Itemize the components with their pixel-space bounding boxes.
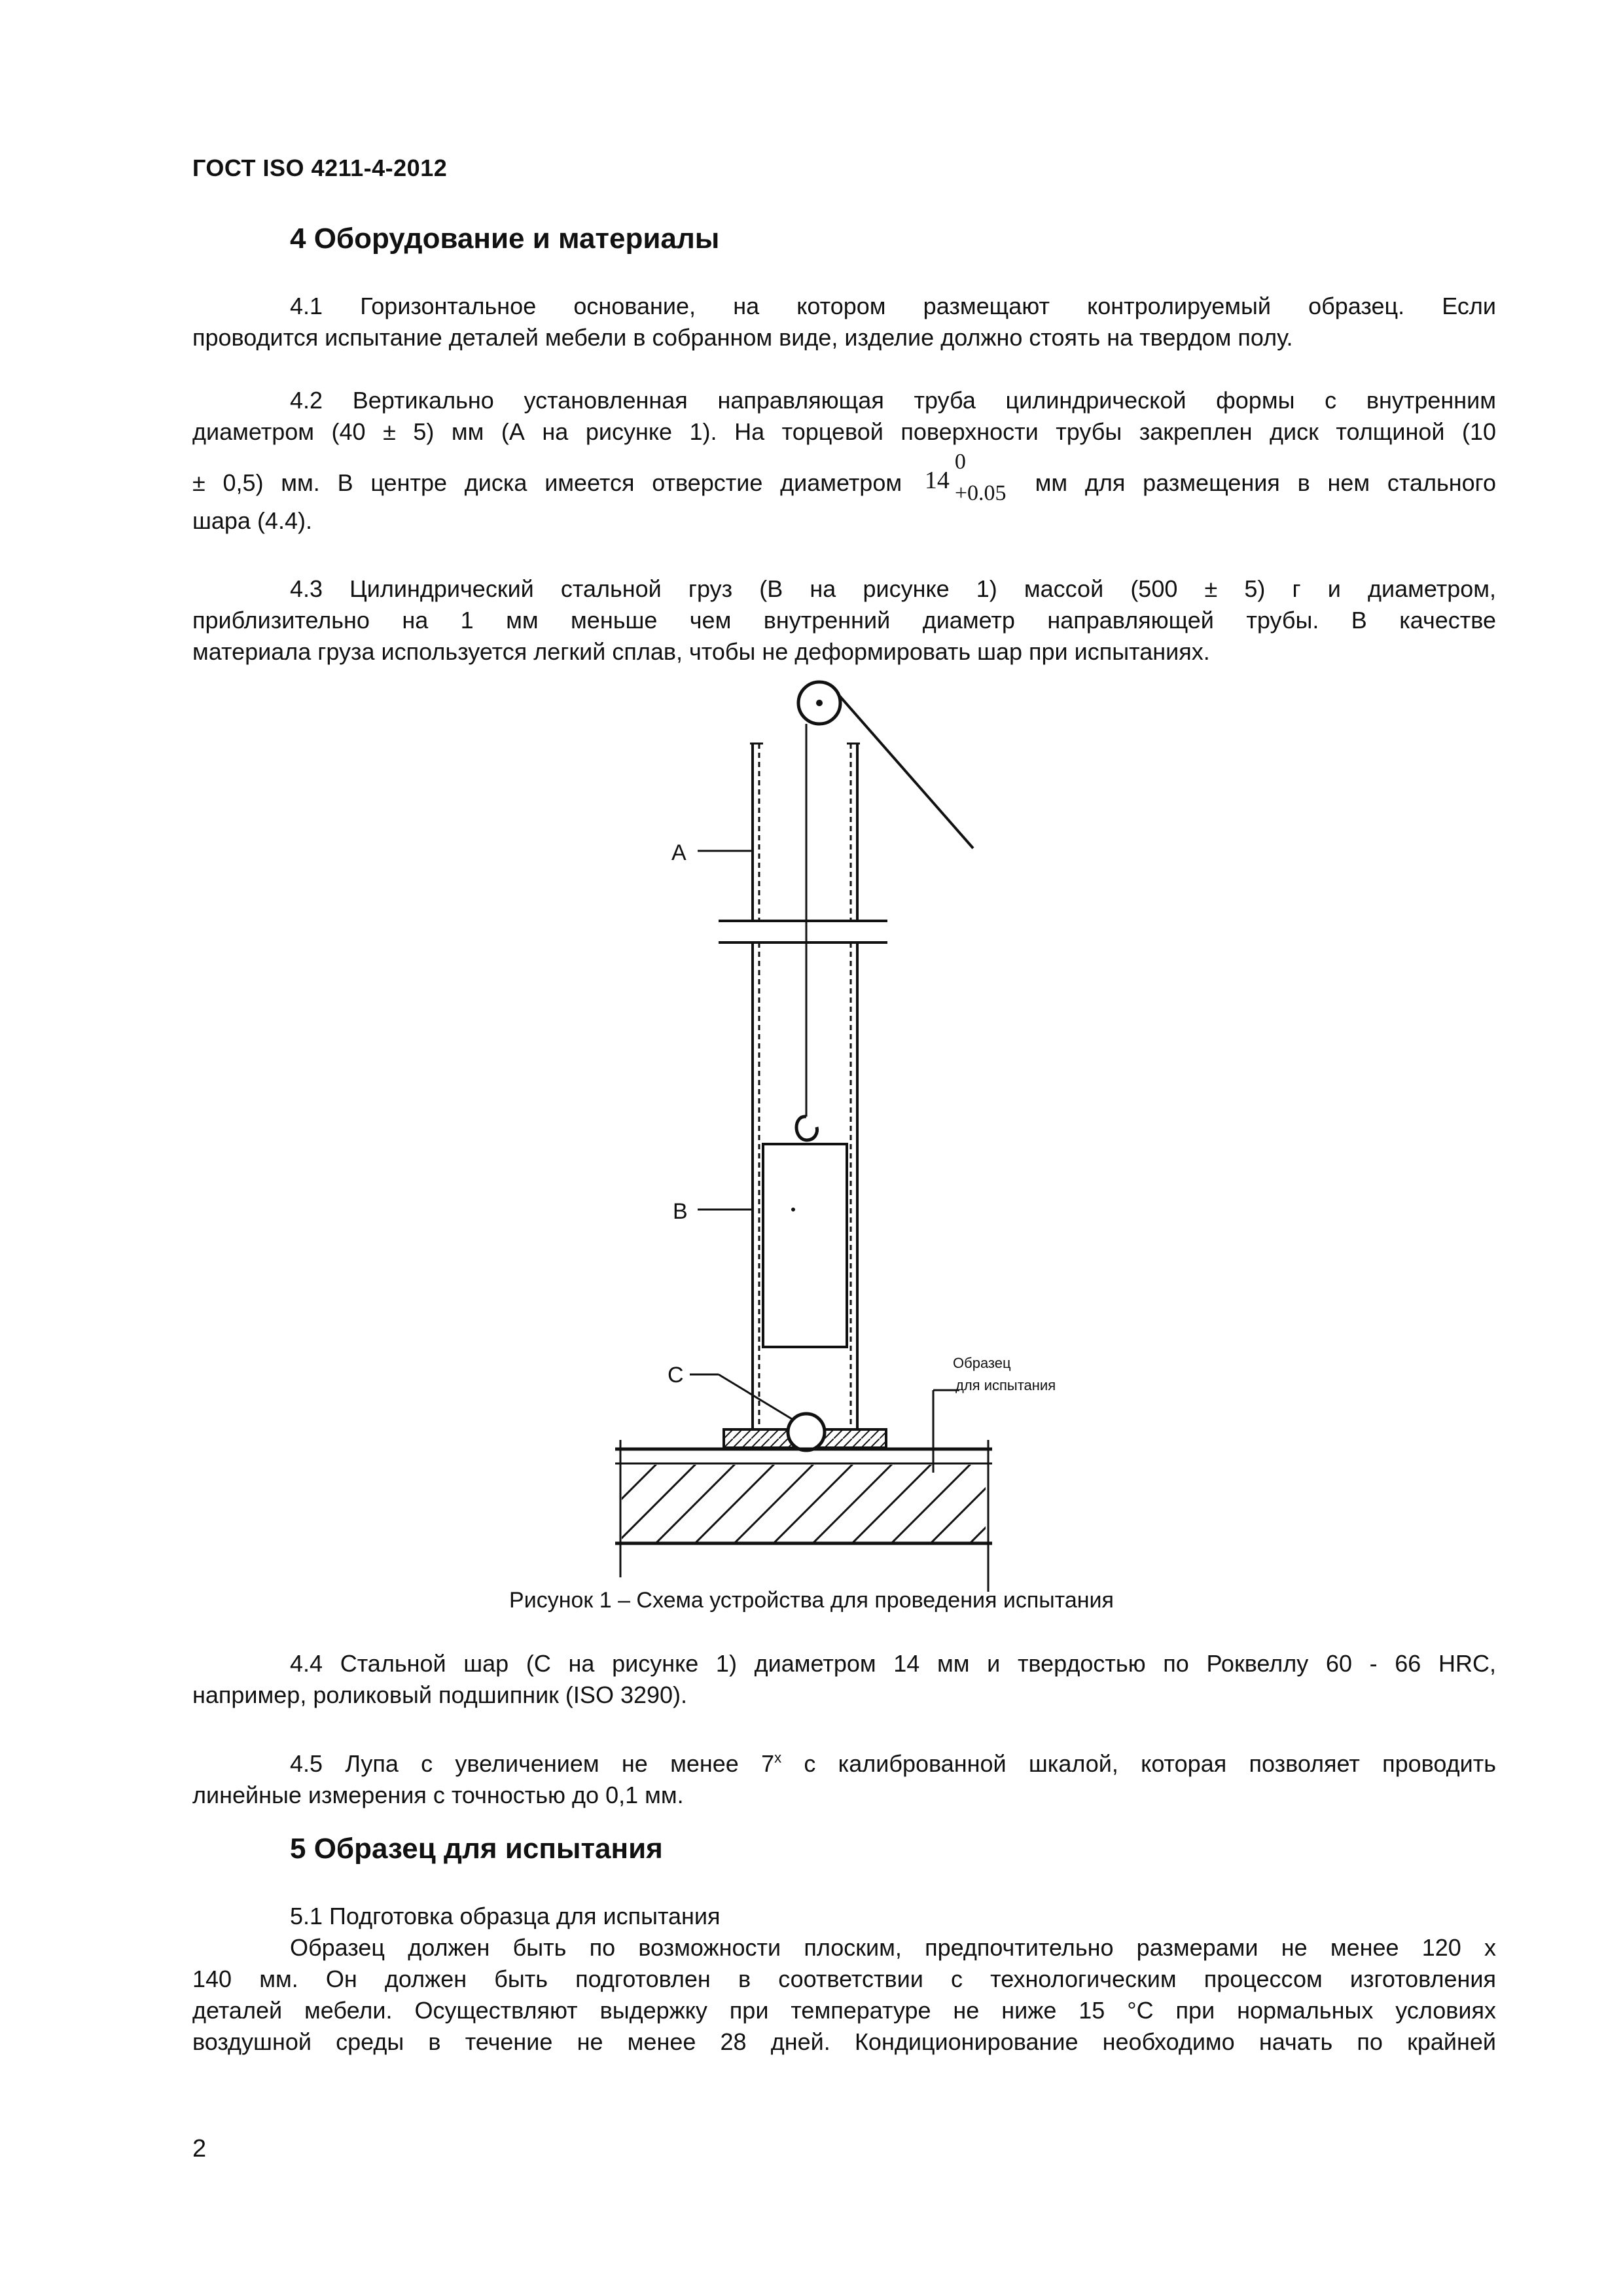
disk-plate [724,1429,886,1448]
section-4-title: 4 Оборудование и материалы [290,223,720,255]
pulley-cord [838,694,973,848]
tolerance-upper: 0 [954,450,966,474]
paragraph-4-5-line-1 [192,1742,1496,1780]
paragraph-4-3 [192,573,1496,668]
paragraph-4-5 [192,1742,1496,1811]
sample-label-line-1: Образец [953,1355,1011,1371]
document-header: ГОСТ ISO 4211-4-2012 [192,154,448,181]
pulley [798,682,973,848]
label-c: C [668,1363,684,1388]
paragraph-4-2 [192,385,1496,537]
paragraph-4-1-line-2: проводится испытание деталей мебели в собранном виде, изделие должно стоять на твердом полу. [192,324,1293,351]
label-a: A [671,840,687,865]
paragraph-4-2-line-3 [192,450,1496,505]
paragraph-5-1-line-2: 140 мм. Он должен быть подготовлен в соответствии с технологическим процессом изготовления [192,1965,1496,1992]
paragraph-4-4-line-1: 4.4 Стальной шар (С на рисунке 1) диаметром 14 мм и твердостью по Роквеллу 60 - 66 HRC, [290,1650,1496,1677]
paragraph-4-2-line-3-start: ± 0,5) мм. В центре диска имеется отверстие диаметром [192,469,902,496]
paragraph-5-1-line-4: воздушной среды в течение не менее 28 дней. Кондиционирование необходимо начать по крайней [192,2028,1496,2055]
paragraph-4-4-line-2: например, роликовый подшипник (ISO 3290). [192,1681,688,1708]
paragraph-5-1-line-1: Образец должен быть по возможности плоским, предпочтительно размерами не менее 120 х [290,1934,1496,1961]
paragraph-4-2-line-4: шара (4.4). [192,507,312,534]
guide-tube [719,744,887,1431]
paragraph-4-1-line-1: 4.1 Горизонтальное основание, на котором размещают контролируемый образец. Если [290,293,1496,319]
test-sample [615,1390,992,1592]
paragraph-4-4 [192,1648,1496,1711]
paragraph-5-1-title: 5.1 Подготовка образца для испытания [290,1903,721,1929]
paragraph-5-1-line-3: деталей мебели. Осуществляют выдержку при температуре не ниже 15 °С при нормальных условиях [192,1997,1496,2024]
paragraph-4-5-start: 4.5 Лупа с увеличением не менее 7 [290,1750,775,1777]
hole-diameter-tolerance [919,450,1018,505]
magnification-superscript: х [774,1749,782,1766]
sample-label-line-2: для испытания [955,1377,1056,1393]
paragraph-4-2-line-3-end: мм для размещения в нем стального [1035,469,1496,496]
paragraph-4-5-end: с калиброванной шкалой, которая позволяет проводить [781,1750,1496,1777]
paragraph-5-1 [192,1901,1496,2058]
paragraph-4-5-line-2: линейные измерения с точностью до 0,1 мм. [192,1782,684,1808]
section-5-title: 5 Образец для испытания [290,1833,663,1865]
tolerance-base: 14 [924,467,950,494]
paragraph-4-1 [192,291,1496,353]
paragraph-4-3-line-3: материала груза используется легкий сплав, чтобы не деформировать шар при испытаниях. [192,638,1210,665]
paragraph-4-2-line-1: 4.2 Вертикально установленная направляющая труба цилиндрической формы с внутренним [290,387,1496,414]
paragraph-4-3-line-1: 4.3 Цилиндрический стальной груз (В на рисунке 1) массой (500 ± 5) г и диаметром, [290,575,1496,602]
figure-1-caption: Рисунок 1 – Схема устройства для проведения испытания [509,1588,1114,1613]
paragraph-4-2-line-2: диаметром (40 ± 5) мм (А на рисунке 1). На торцевой поверхности трубы закреплен диск толщиной (10 [192,418,1496,445]
hook [796,1117,817,1140]
paragraph-4-3-line-2: приблизительно на 1 мм меньше чем внутренний диаметр направляющей трубы. В качестве [192,607,1496,634]
tolerance-lower: +0.05 [954,481,1007,505]
page-number: 2 [192,2135,207,2162]
label-b: B [673,1199,688,1224]
steel-ball [788,1414,825,1450]
steel-weight [763,1144,847,1347]
